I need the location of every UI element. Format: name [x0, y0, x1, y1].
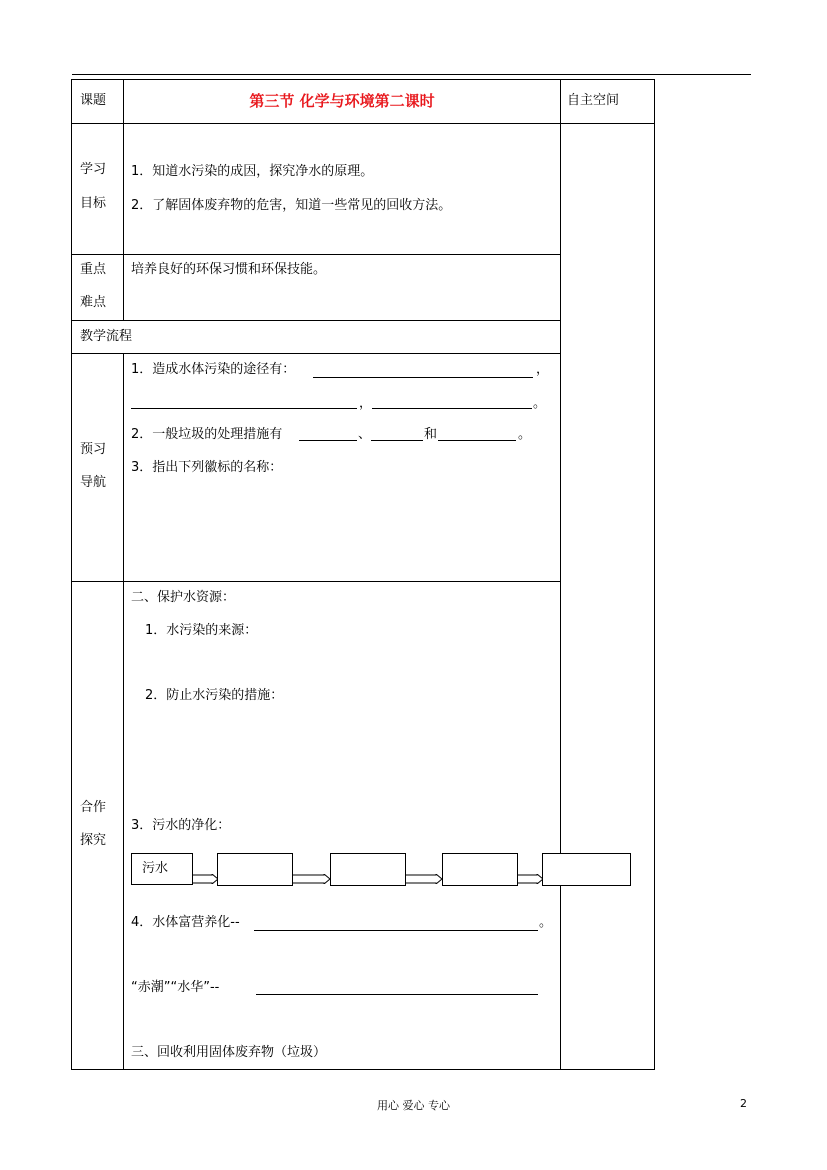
answer-blank[interactable] — [313, 377, 533, 378]
arrow-right-icon — [405, 874, 442, 884]
answer-blank[interactable] — [371, 440, 423, 441]
header-rule — [72, 74, 751, 75]
explore-label-1: 合作 — [80, 800, 107, 815]
answer-blank[interactable] — [256, 994, 538, 995]
key-points-text: 培养良好的环保习惯和环保技能。 — [131, 262, 327, 277]
page-number: 2 — [740, 1097, 747, 1110]
goals-label-1: 学习 — [80, 162, 107, 177]
explore-item-2: 2．防止水污染的措施： — [145, 688, 284, 703]
answer-blank[interactable] — [131, 408, 357, 409]
period: 。 — [518, 427, 532, 442]
preview-label-cell — [71, 353, 124, 582]
preview-q1: 1．造成水体污染的途径有： — [131, 362, 296, 377]
page-title: 第三节 化学与环境第二课时 — [249, 92, 435, 110]
goal-item: 1．知道水污染的成因，探究净水的原理。 — [131, 164, 374, 179]
answer-blank[interactable] — [254, 930, 538, 931]
comma: ， — [359, 396, 373, 411]
separator: 和 — [424, 427, 438, 442]
goal-item: 2．了解固体废弃物的危害，知道一些常见的回收方法。 — [131, 198, 452, 213]
section-3-heading: 三、回收利用固体废弃物（垃圾） — [131, 1045, 327, 1060]
flow-box[interactable] — [442, 853, 518, 886]
explore-item-1: 1．水污染的来源： — [145, 623, 258, 638]
preview-label-2: 导航 — [80, 475, 107, 490]
explore-item-5: “赤潮”“水华”-- — [131, 980, 220, 995]
answer-blank[interactable] — [438, 440, 516, 441]
goals-label-2: 目标 — [80, 196, 107, 211]
explore-label-2: 探究 — [80, 833, 107, 848]
flow-box-text: 污水 — [142, 861, 169, 876]
self-space-column — [560, 123, 655, 1070]
flow-label: 教学流程 — [80, 329, 133, 344]
explore-label-cell — [71, 581, 124, 1070]
answer-blank[interactable] — [372, 408, 532, 409]
flow-box-sewage — [131, 853, 193, 885]
flow-cell — [71, 320, 561, 354]
flow-box[interactable] — [217, 853, 293, 886]
space-label: 自主空间 — [567, 93, 620, 108]
period: 。 — [539, 915, 553, 930]
preview-label-1: 预习 — [80, 442, 107, 457]
separator: 、 — [358, 427, 372, 442]
preview-q3: 3．指出下列徽标的名称： — [131, 460, 283, 475]
footer-motto: 用心 爱心 专心 — [377, 1099, 450, 1112]
explore-item-4: 4．水体富营养化-- — [131, 915, 240, 930]
goals-label-cell — [71, 123, 124, 255]
arrow-right-icon — [192, 874, 218, 884]
subject-label: 课题 — [80, 93, 107, 108]
goals-content-cell — [123, 123, 561, 255]
preview-q2: 2．一般垃圾的处理措施有 — [131, 427, 283, 442]
answer-blank[interactable] — [299, 440, 357, 441]
key-label-2: 难点 — [80, 295, 107, 310]
key-label-1: 重点 — [80, 262, 107, 277]
arrow-right-icon — [517, 874, 543, 884]
flow-box[interactable] — [330, 853, 406, 886]
period: 。 — [533, 396, 547, 411]
arrow-right-icon — [292, 874, 330, 884]
section-2-heading: 二、保护水资源： — [131, 590, 236, 605]
comma: ， — [536, 362, 550, 377]
explore-item-3: 3．污水的净化： — [131, 818, 231, 833]
flow-box[interactable] — [542, 853, 631, 886]
